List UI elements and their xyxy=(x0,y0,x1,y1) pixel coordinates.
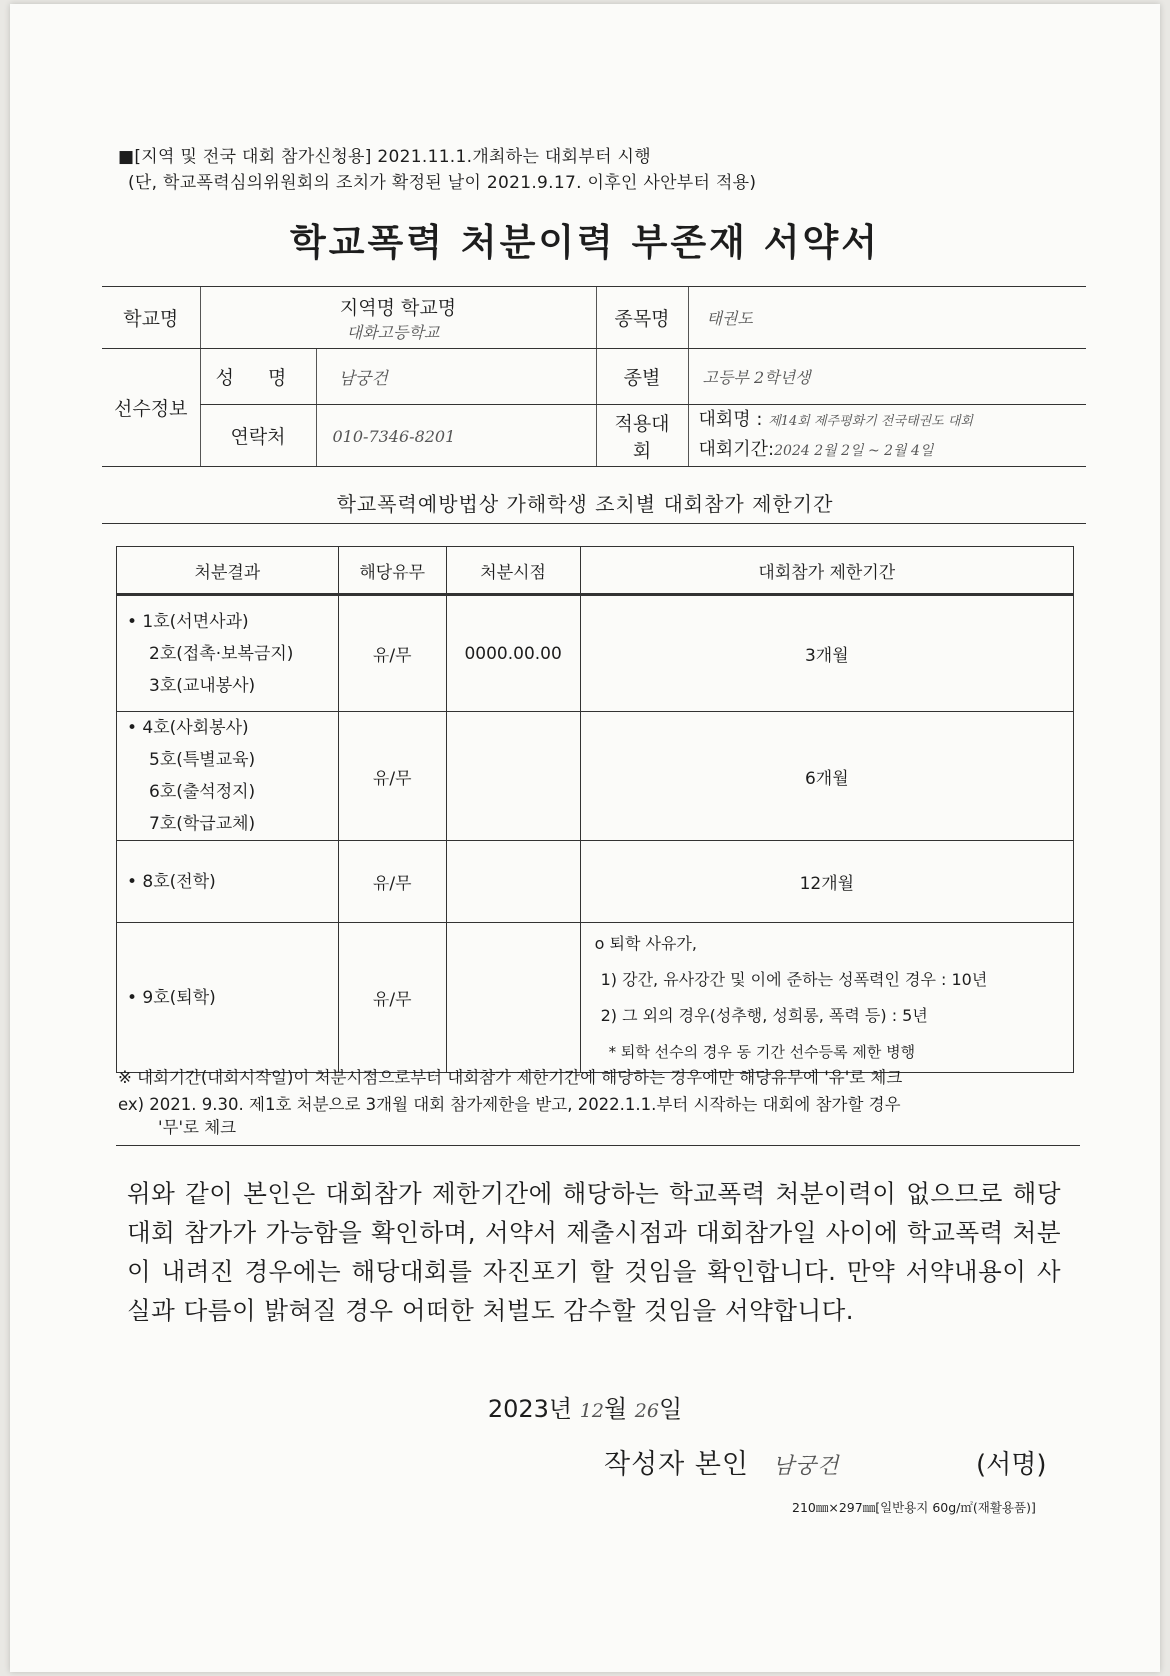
date-month-unit: 월 xyxy=(603,1395,628,1423)
expulsion-period xyxy=(580,923,1073,1073)
disciplinary-items xyxy=(117,841,339,923)
applicable-check: 유/무 xyxy=(338,712,446,841)
school-value: 대화고등학교 xyxy=(346,322,440,342)
name-cell xyxy=(316,349,596,405)
contact-cell xyxy=(316,405,596,467)
signature-stamp: (서명) xyxy=(976,1450,1047,1480)
header-period: 대회참가 제한기간 xyxy=(580,547,1073,595)
disposition-date xyxy=(446,841,580,923)
item-7: 7호(학급교체) xyxy=(149,814,256,834)
item-3: 3호(교내봉사) xyxy=(149,675,256,696)
disciplinary-items xyxy=(117,712,339,841)
event-label: 종목명 xyxy=(596,287,688,349)
competition-name-label: 대회명 : xyxy=(698,409,763,430)
expulsion-rule-2: 2) 그 외의 경우(성추행, 성희롱, 폭력 등) : 5년 xyxy=(600,1005,928,1025)
competition-period-value: 2024 2월 2일 ~ 2월 4일 xyxy=(774,443,934,459)
notes-divider xyxy=(116,1145,1080,1146)
restriction-period: 3개월 xyxy=(580,595,1073,712)
competition-label: 적용대회 xyxy=(596,405,688,467)
disposition-date xyxy=(446,923,580,1073)
competition-cell xyxy=(688,405,1086,467)
item-9: • 9호(퇴학) xyxy=(127,987,216,1008)
table-row xyxy=(117,841,1074,923)
document-title: 학교폭력 처분이력 부존재 서약서 xyxy=(289,221,881,264)
item-8: • 8호(전학) xyxy=(127,871,216,892)
restriction-title: 학교폭력예방법상 가해학생 조치별 대회참가 제한기간 xyxy=(336,492,834,516)
item-2: 2호(접촉·보복금지) xyxy=(149,643,294,664)
applicable-check: 유/무 xyxy=(338,923,446,1073)
category-cell xyxy=(688,349,1086,405)
item-4: • 4호(사회봉사) xyxy=(127,718,249,738)
note-2: ex) 2021. 9.30. 제1호 처분으로 3개월 대회 참가제한을 받고, 2022.1.1.부터 시작하는 대회에 참가할 경우 xyxy=(118,1095,901,1114)
competition-name-value: 제14회 제주평화기 전국태권도 대회 xyxy=(768,414,973,429)
name-label: 성 명 xyxy=(200,349,316,405)
item-6: 6호(출석정지) xyxy=(149,782,256,802)
item-1: • 1호(서면사과) xyxy=(127,611,249,632)
name-value: 남궁건 xyxy=(338,369,388,389)
category-label: 종별 xyxy=(596,349,688,405)
expulsion-rule-1: 1) 강간, 유사강간 및 이에 준하는 성폭력인 경우 : 10년 xyxy=(600,969,988,989)
signer-label: 작성자 본인 xyxy=(604,1449,749,1480)
notice-line-1: ■[지역 및 전국 대회 참가신청용] 2021.11.1.개최하는 대회부터 시행 xyxy=(118,147,651,167)
restriction-divider xyxy=(102,523,1086,524)
table-row xyxy=(117,712,1074,841)
date-year: 2023년 xyxy=(487,1395,573,1423)
school-label: 학교명 xyxy=(102,287,200,349)
signer-name: 남궁건 xyxy=(772,1454,840,1479)
athlete-info-label: 선수정보 xyxy=(102,349,200,467)
disciplinary-items xyxy=(117,595,339,712)
disciplinary-items xyxy=(117,923,339,1073)
school-header: 지역명 학교명 xyxy=(339,296,457,319)
signing-date xyxy=(10,1389,1160,1424)
category-value: 고등부 2학년생 xyxy=(702,368,811,387)
note-3: '무'로 체크 xyxy=(158,1118,237,1137)
signer-line xyxy=(604,1442,839,1481)
event-value: 태권도 xyxy=(706,309,753,328)
disciplinary-table xyxy=(116,546,1074,1073)
disposition-date: 0000.00.00 xyxy=(446,595,580,712)
disposition-date xyxy=(446,712,580,841)
contact-label: 연락처 xyxy=(200,405,316,467)
date-day-unit: 일 xyxy=(658,1395,683,1423)
document-page xyxy=(10,4,1160,1672)
event-cell xyxy=(688,287,1086,349)
applicable-check: 유/무 xyxy=(338,595,446,712)
expulsion-reason: o 퇴학 사유가, xyxy=(594,933,697,953)
athlete-info-table xyxy=(102,286,1086,467)
school-cell xyxy=(200,287,596,349)
note-1: ※ 대회기간(대회시작일)이 처분시점으로부터 대회참가 제한기간에 해당하는 경우에만 해당유무에 '유'로 체크 xyxy=(118,1068,903,1087)
pledge-text: 위와 같이 본인은 대회참가 제한기간에 해당하는 학교폭력 처분이력이 없으므로 해당 대회 참가가 가능함을 확인하며, 서약서 제출시점과 대회참가일 사이에 학교폭력 처분이 내려진 경우에는 해당대회를 자진포기 할 것임을 확인합니다. 만약 서약내용이 사실과 다름이 밝혀질 경우 어떠한 처벌도 감수할 것임을 서약합니다. xyxy=(127,1179,1061,1325)
header-result: 처분결과 xyxy=(117,547,339,595)
table-row xyxy=(117,923,1074,1073)
notice-line-2: (단, 학교폭력심의위원회의 조치가 확정된 날이 2021.9.17. 이후인 사안부터 적용) xyxy=(128,173,757,193)
date-day: 26 xyxy=(634,1400,659,1422)
item-5: 5호(특별교육) xyxy=(149,750,256,770)
date-month: 12 xyxy=(579,1400,604,1422)
restriction-period: 6개월 xyxy=(580,712,1073,841)
competition-period-label: 대회기간: xyxy=(698,439,775,460)
applicable-check: 유/무 xyxy=(338,841,446,923)
table-row xyxy=(117,595,1074,712)
paper-spec-footer: 210㎜×297㎜[일반용지 60g/㎡(재활용품)] xyxy=(792,1500,1036,1515)
contact-value: 010-7346-8201 xyxy=(332,426,456,446)
header-applicable: 해당유무 xyxy=(338,547,446,595)
expulsion-rule-note: * 퇴학 선수의 경우 동 기간 선수등록 제한 병행 xyxy=(608,1042,916,1061)
restriction-period: 12개월 xyxy=(580,841,1073,923)
header-date: 처분시점 xyxy=(446,547,580,595)
